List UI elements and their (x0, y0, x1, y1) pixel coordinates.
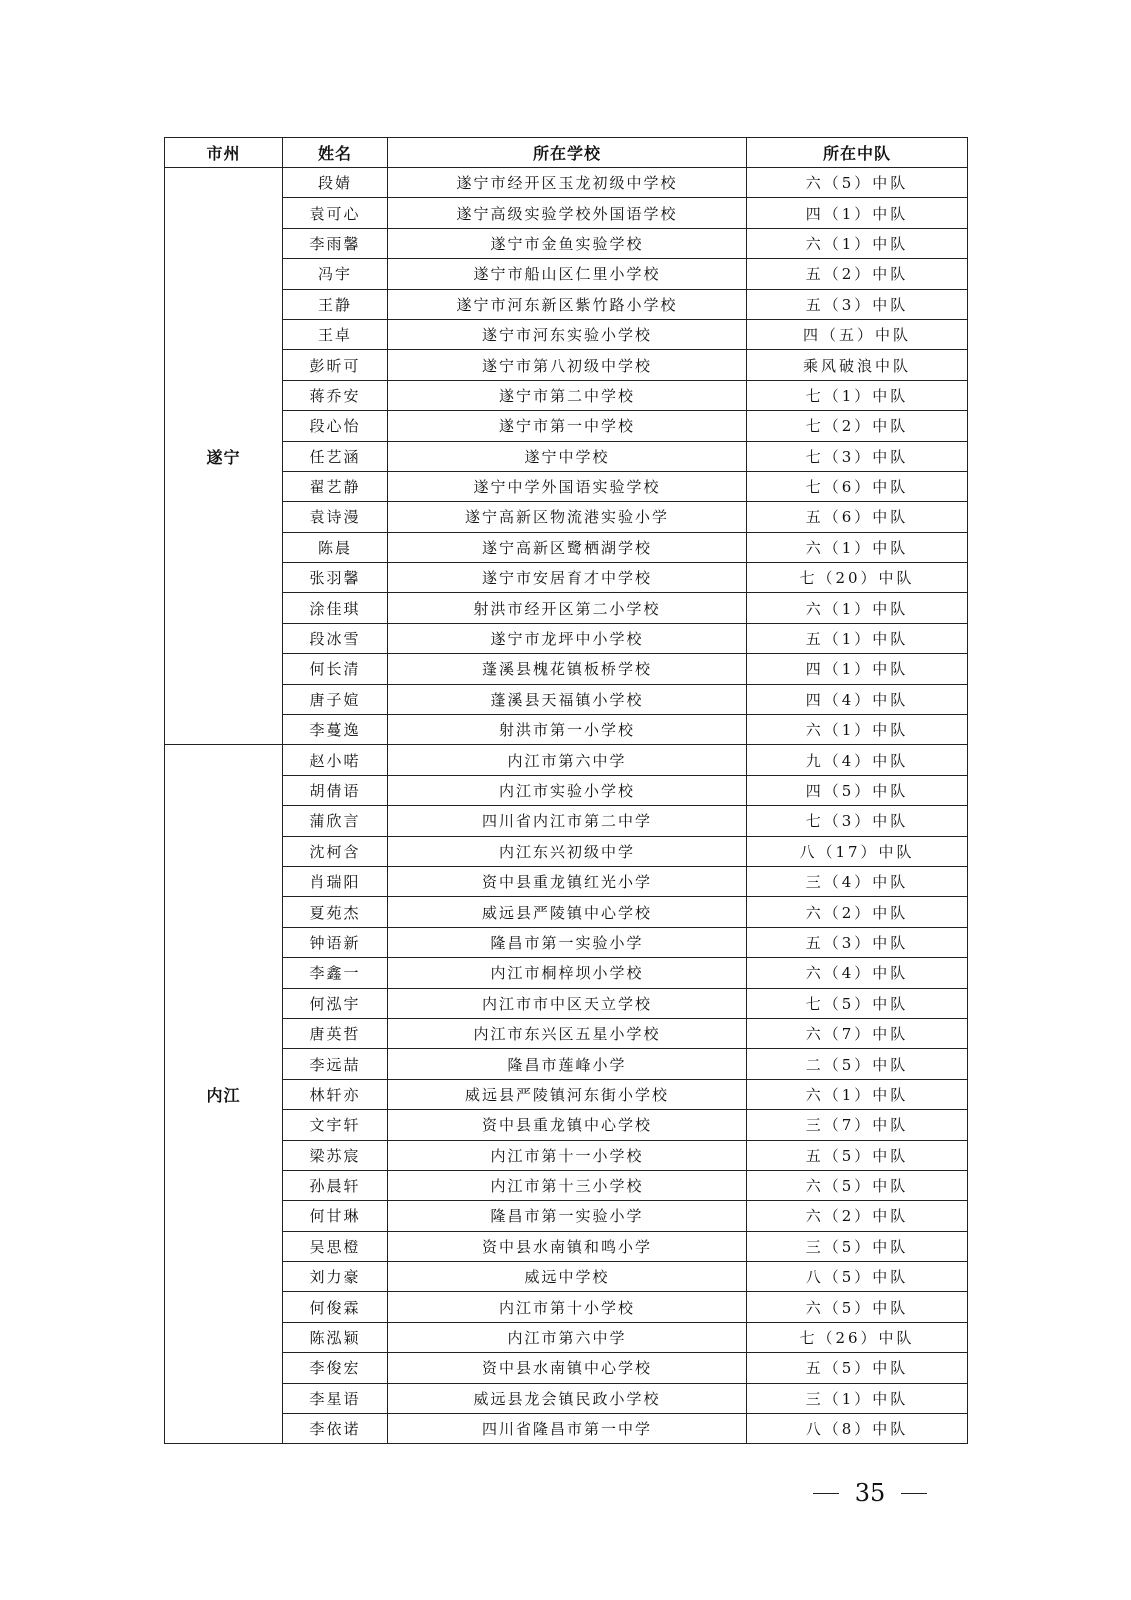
table-row (165, 715, 968, 745)
school-cell: 遂宁市河东实验小学校 (388, 319, 747, 349)
name-cell: 沈柯含 (283, 836, 388, 866)
squad-cell: 五（1）中队 (747, 623, 968, 653)
squad-cell: 七（6）中队 (747, 471, 968, 501)
squad-cell: 七（26）中队 (747, 1322, 968, 1352)
table-row (165, 1140, 968, 1170)
table-row (165, 654, 968, 684)
squad-cell: 七（3）中队 (747, 806, 968, 836)
school-cell: 四川省内江市第二中学 (388, 806, 747, 836)
name-cell: 王静 (283, 289, 388, 319)
squad-cell: 四（五）中队 (747, 319, 968, 349)
table-row (165, 1018, 968, 1048)
table-row (165, 1201, 968, 1231)
name-cell: 陈晨 (283, 532, 388, 562)
school-cell: 遂宁市金鱼实验学校 (388, 228, 747, 258)
squad-cell: 九（4）中队 (747, 745, 968, 775)
name-cell: 唐子媗 (283, 684, 388, 714)
name-cell: 段冰雪 (283, 623, 388, 653)
name-cell: 段婧 (283, 168, 388, 198)
squad-cell: 四（1）中队 (747, 654, 968, 684)
squad-cell: 四（4）中队 (747, 684, 968, 714)
table-row (165, 1262, 968, 1292)
table-row (165, 958, 968, 988)
squad-cell: 五（2）中队 (747, 259, 968, 289)
table-row (165, 927, 968, 957)
table-row (165, 745, 968, 775)
school-cell: 隆昌市第一实验小学 (388, 927, 747, 957)
school-cell: 蓬溪县天福镇小学校 (388, 684, 747, 714)
school-cell: 遂宁高新区鹭栖湖学校 (388, 532, 747, 562)
table-row (165, 289, 968, 319)
name-cell: 孙晨轩 (283, 1170, 388, 1200)
name-cell: 张羽馨 (283, 563, 388, 593)
school-cell: 遂宁市河东新区紫竹路小学校 (388, 289, 747, 319)
name-cell: 何甘琳 (283, 1201, 388, 1231)
name-cell: 袁诗漫 (283, 502, 388, 532)
school-cell: 遂宁市第八初级中学校 (388, 350, 747, 380)
school-cell: 射洪市经开区第二小学校 (388, 593, 747, 623)
squad-cell: 六（4）中队 (747, 958, 968, 988)
name-cell: 吴思橙 (283, 1231, 388, 1261)
squad-cell: 三（4）中队 (747, 866, 968, 896)
name-cell: 胡倩语 (283, 775, 388, 805)
squad-cell: 五（6）中队 (747, 502, 968, 532)
name-cell: 段心怡 (283, 411, 388, 441)
squad-cell: 六（1）中队 (747, 715, 968, 745)
table-row (165, 1049, 968, 1079)
squad-cell: 六（1）中队 (747, 532, 968, 562)
squad-cell: 八（17）中队 (747, 836, 968, 866)
city-cell: 遂宁 (165, 168, 283, 745)
name-cell: 翟艺静 (283, 471, 388, 501)
squad-cell: 七（20）中队 (747, 563, 968, 593)
squad-cell: 四（1）中队 (747, 198, 968, 228)
school-cell: 内江市东兴区五星小学校 (388, 1018, 747, 1048)
name-cell: 涂佳琪 (283, 593, 388, 623)
school-cell: 遂宁中学校 (388, 441, 747, 471)
school-cell: 资中县水南镇中心学校 (388, 1353, 747, 1383)
school-cell: 蓬溪县槐花镇板桥学校 (388, 654, 747, 684)
left-dash (813, 1493, 839, 1494)
table-row (165, 1170, 968, 1200)
table-row (165, 684, 968, 714)
squad-cell: 五（5）中队 (747, 1140, 968, 1170)
squad-cell: 三（5）中队 (747, 1231, 968, 1261)
page-number (805, 1473, 935, 1513)
squad-cell: 三（7）中队 (747, 1110, 968, 1140)
name-cell: 唐英哲 (283, 1018, 388, 1048)
city-cell: 内江 (165, 745, 283, 1444)
squad-cell: 六（7）中队 (747, 1018, 968, 1048)
squad-cell: 五（3）中队 (747, 927, 968, 957)
table-row (165, 775, 968, 805)
table-row (165, 1322, 968, 1352)
school-cell: 内江市第十三小学校 (388, 1170, 747, 1200)
name-cell: 袁可心 (283, 198, 388, 228)
table-row (165, 988, 968, 1018)
school-cell: 遂宁市龙坪中小学校 (388, 623, 747, 653)
name-cell: 何泓宇 (283, 988, 388, 1018)
school-cell: 射洪市第一小学校 (388, 715, 747, 745)
school-cell: 内江市第十一小学校 (388, 1140, 747, 1170)
school-cell: 遂宁中学外国语实验学校 (388, 471, 747, 501)
table-row (165, 1292, 968, 1322)
school-cell: 隆昌市莲峰小学 (388, 1049, 747, 1079)
name-cell: 夏苑杰 (283, 897, 388, 927)
school-cell: 遂宁市经开区玉龙初级中学校 (388, 168, 747, 198)
squad-cell: 六（1）中队 (747, 228, 968, 258)
table-row (165, 1353, 968, 1383)
school-cell: 遂宁市第一中学校 (388, 411, 747, 441)
name-cell: 蒲欣言 (283, 806, 388, 836)
table-row (165, 380, 968, 410)
table-row (165, 502, 968, 532)
table-row (165, 411, 968, 441)
school-cell: 隆昌市第一实验小学 (388, 1201, 747, 1231)
squad-cell: 六（2）中队 (747, 897, 968, 927)
header-name: 姓名 (283, 138, 388, 168)
table-row (165, 532, 968, 562)
table-row (165, 563, 968, 593)
squad-cell: 六（5）中队 (747, 168, 968, 198)
name-cell: 李星语 (283, 1383, 388, 1413)
squad-cell: 五（5）中队 (747, 1353, 968, 1383)
table-row (165, 441, 968, 471)
table-row (165, 1414, 968, 1444)
name-cell: 李远喆 (283, 1049, 388, 1079)
table-row (165, 897, 968, 927)
table-row (165, 471, 968, 501)
name-cell: 刘力豪 (283, 1262, 388, 1292)
school-cell: 威远县严陵镇中心学校 (388, 897, 747, 927)
table-row (165, 228, 968, 258)
name-cell: 文宇轩 (283, 1110, 388, 1140)
squad-cell: 七（1）中队 (747, 380, 968, 410)
header-squad: 所在中队 (747, 138, 968, 168)
table-row (165, 1383, 968, 1413)
name-cell: 李鑫一 (283, 958, 388, 988)
name-cell: 何俊霖 (283, 1292, 388, 1322)
school-cell: 资中县重龙镇红光小学 (388, 866, 747, 896)
page-number-text: 35 (854, 1479, 886, 1507)
squad-cell: 四（5）中队 (747, 775, 968, 805)
name-cell: 李雨馨 (283, 228, 388, 258)
squad-cell: 六（1）中队 (747, 593, 968, 623)
name-cell: 王卓 (283, 319, 388, 349)
name-cell: 陈泓颖 (283, 1322, 388, 1352)
table-row (165, 350, 968, 380)
squad-cell: 二（5）中队 (747, 1049, 968, 1079)
name-cell: 赵小喏 (283, 745, 388, 775)
squad-cell: 八（5）中队 (747, 1262, 968, 1292)
school-cell: 内江市市中区天立学校 (388, 988, 747, 1018)
school-cell: 资中县水南镇和鸣小学 (388, 1231, 747, 1261)
school-cell: 内江市第六中学 (388, 1322, 747, 1352)
school-cell: 威远中学校 (388, 1262, 747, 1292)
school-cell: 威远县严陵镇河东街小学校 (388, 1079, 747, 1109)
name-cell: 肖瑞阳 (283, 866, 388, 896)
table-row (165, 623, 968, 653)
table-header-row (165, 138, 968, 168)
roster-table (164, 137, 968, 1444)
school-cell: 内江市第十小学校 (388, 1292, 747, 1322)
squad-cell: 三（1）中队 (747, 1383, 968, 1413)
name-cell: 李依诺 (283, 1414, 388, 1444)
table-row (165, 836, 968, 866)
squad-cell: 六（5）中队 (747, 1292, 968, 1322)
name-cell: 钟语新 (283, 927, 388, 957)
school-cell: 遂宁高级实验学校外国语学校 (388, 198, 747, 228)
name-cell: 梁苏宸 (283, 1140, 388, 1170)
squad-cell: 五（3）中队 (747, 289, 968, 319)
school-cell: 四川省隆昌市第一中学 (388, 1414, 747, 1444)
squad-cell: 六（2）中队 (747, 1201, 968, 1231)
squad-cell: 七（3）中队 (747, 441, 968, 471)
table-body (165, 168, 968, 1444)
header-city: 市州 (165, 138, 283, 168)
name-cell: 李蔓逸 (283, 715, 388, 745)
header-school: 所在学校 (388, 138, 747, 168)
table-row (165, 593, 968, 623)
name-cell: 何长清 (283, 654, 388, 684)
squad-cell: 七（2）中队 (747, 411, 968, 441)
school-cell: 内江市第六中学 (388, 745, 747, 775)
table-row (165, 866, 968, 896)
name-cell: 彭昕可 (283, 350, 388, 380)
squad-cell: 七（5）中队 (747, 988, 968, 1018)
school-cell: 内江东兴初级中学 (388, 836, 747, 866)
school-cell: 内江市桐梓坝小学校 (388, 958, 747, 988)
name-cell: 蒋乔安 (283, 380, 388, 410)
table-row (165, 1231, 968, 1261)
squad-cell: 乘风破浪中队 (747, 350, 968, 380)
name-cell: 林轩亦 (283, 1079, 388, 1109)
school-cell: 遂宁高新区物流港实验小学 (388, 502, 747, 532)
table-row (165, 198, 968, 228)
squad-cell: 六（5）中队 (747, 1170, 968, 1200)
school-cell: 遂宁市船山区仁里小学校 (388, 259, 747, 289)
right-dash (901, 1493, 927, 1494)
school-cell: 资中县重龙镇中心学校 (388, 1110, 747, 1140)
squad-cell: 八（8）中队 (747, 1414, 968, 1444)
table-row (165, 168, 968, 198)
name-cell: 冯宇 (283, 259, 388, 289)
table-row (165, 1110, 968, 1140)
name-cell: 任艺涵 (283, 441, 388, 471)
school-cell: 威远县龙会镇民政小学校 (388, 1383, 747, 1413)
school-cell: 遂宁市第二中学校 (388, 380, 747, 410)
table-row (165, 319, 968, 349)
name-cell: 李俊宏 (283, 1353, 388, 1383)
table-row (165, 259, 968, 289)
squad-cell: 六（1）中队 (747, 1079, 968, 1109)
table-row (165, 806, 968, 836)
table-row (165, 1079, 968, 1109)
school-cell: 内江市实验小学校 (388, 775, 747, 805)
school-cell: 遂宁市安居育才中学校 (388, 563, 747, 593)
